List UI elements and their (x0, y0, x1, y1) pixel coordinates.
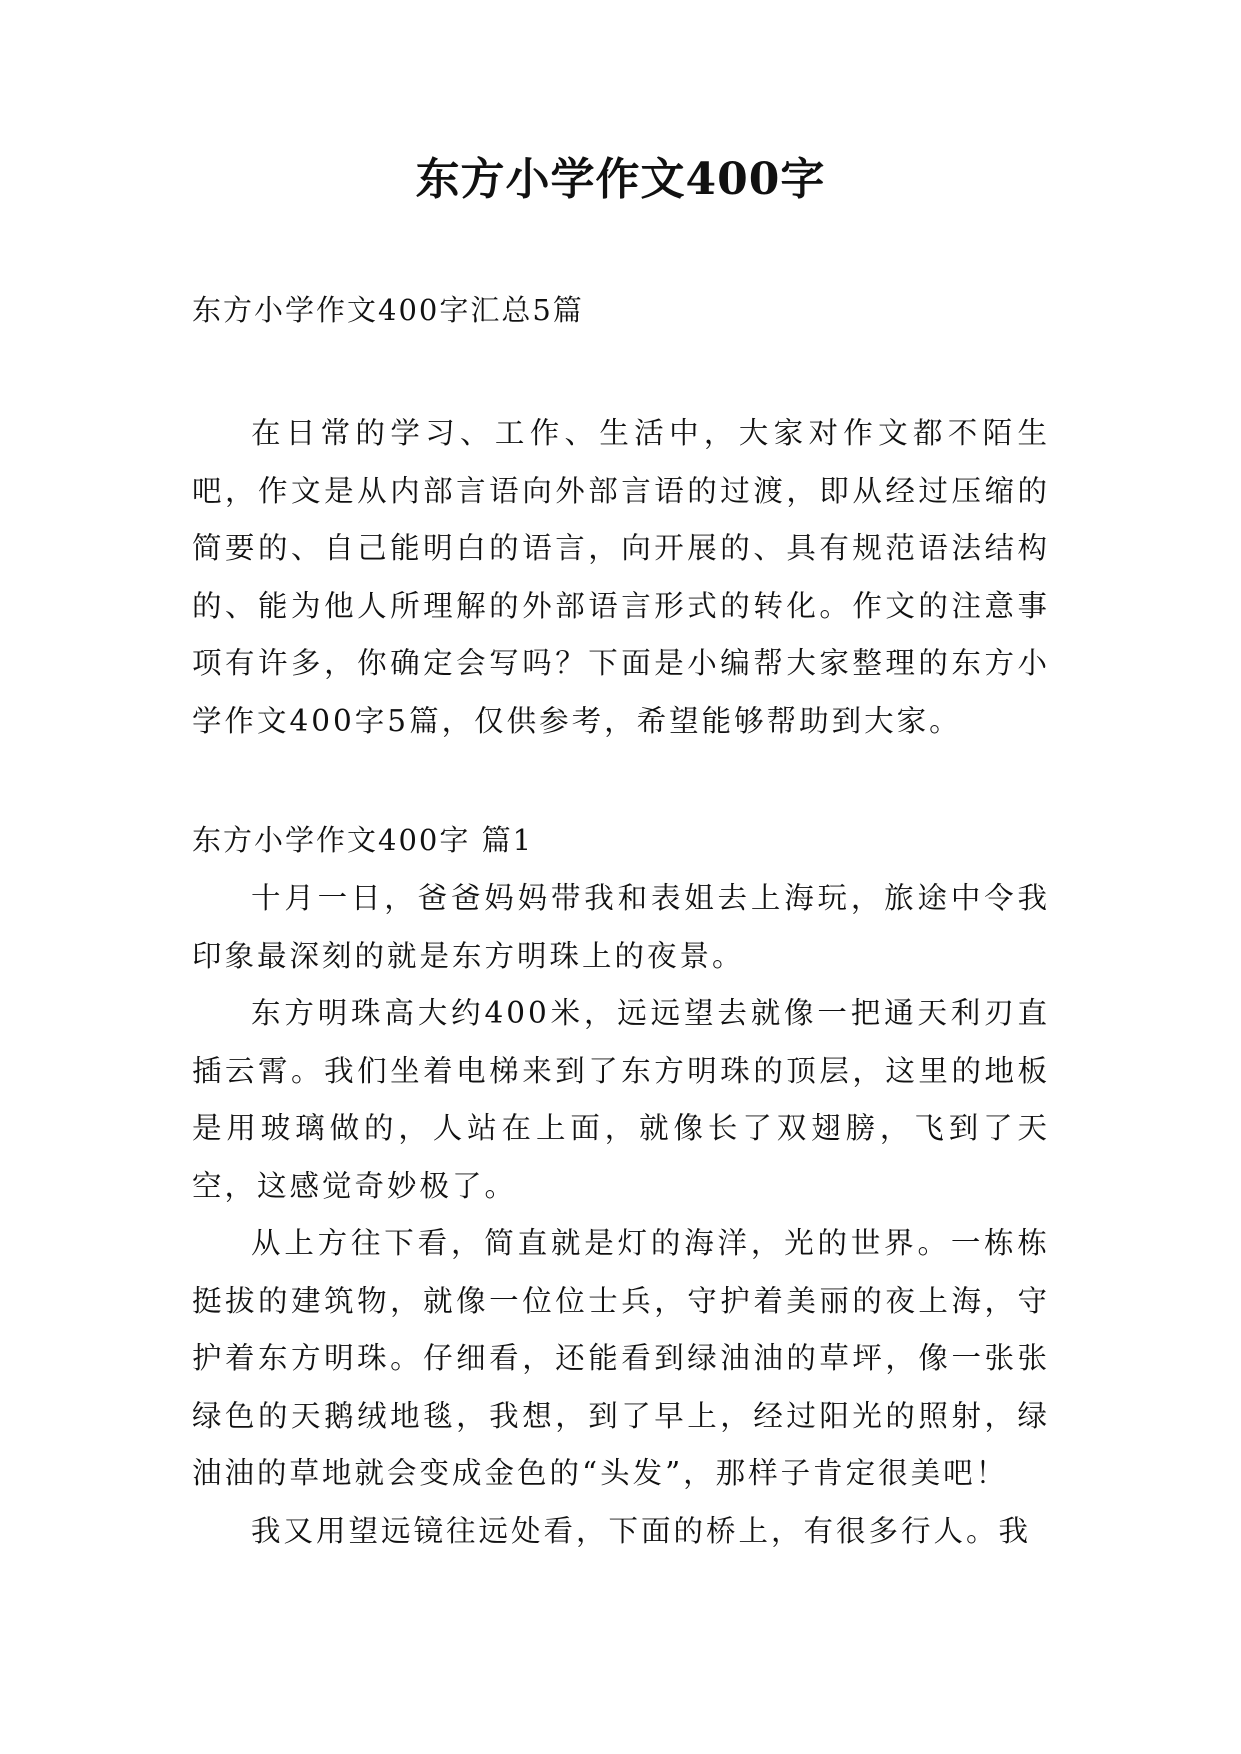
section-heading: 东方小学作文400字 篇1 (192, 823, 534, 857)
essay-paragraph-2: 东方明珠高大约400米，远远望去就像一把通天利刃直插云霄。我们坐着电梯来到了东方明珠的顶层，这里的地板是用玻璃做的，人站在上面，就像长了双翅膀，飞到了天空，这感觉奇妙极了。 (192, 996, 1050, 1203)
document-subtitle: 东方小学作文400字汇总5篇 (192, 293, 584, 327)
essay-paragraph-1: 十月一日，爸爸妈妈带我和表姐去上海玩，旅途中令我印象最深刻的就是东方明珠上的夜景。 (192, 881, 1050, 973)
intro-paragraph: 在日常的学习、工作、生活中，大家对作文都不陌生吧，作文是从内部言语向外部言语的过渡，即从经过压缩的简要的、自己能明白的语言，向开展的、具有规范语法结构的、能为他人所理解的外部语言形式的转化。作文的注意事项有许多，你确定会写吗？下面是小编帮大家整理的东方小学作文400字5篇，仅供参考，希望能够帮助到大家。 (192, 416, 1050, 738)
essay-paragraph-3: 从上方往下看，简直就是灯的海洋，光的世界。一栋栋挺拔的建筑物，就像一位位士兵，守护着美丽的夜上海，守护着东方明珠。仔细看，还能看到绿油油的草坪，像一张张绿色的天鹅绒地毯，我想，到了早上，经过阳光的照射，绿油油的草地就会变成金色的“头发”，那样子肯定很美吧！ (192, 1226, 1050, 1490)
essay-paragraph-4: 我又用望远镜往远处看，下面的桥上，有很多行人。我 (251, 1513, 1032, 1548)
essay-body (192, 870, 1050, 1560)
intro-section (192, 405, 1050, 750)
document-title: 东方小学作文400字 (415, 154, 826, 205)
